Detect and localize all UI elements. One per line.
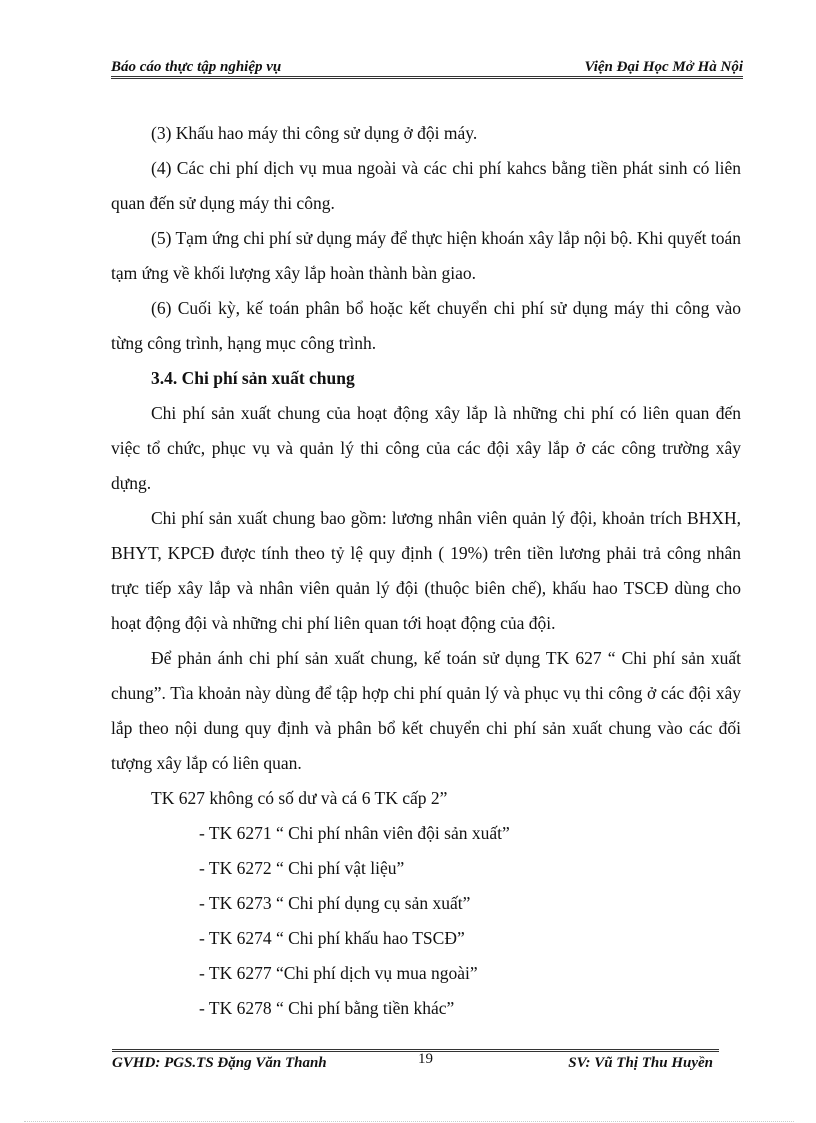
list-item-tk-6274: - TK 6274 “ Chi phí khấu hao TSCĐ”: [199, 928, 465, 948]
section-heading-3-4: 3.4. Chi phí sản xuất chung: [151, 368, 355, 388]
list-item-tk-6278: - TK 6278 “ Chi phí bằng tiền khác”: [199, 998, 455, 1018]
paragraph-item-3: (3) Khấu hao máy thi công sử dụng ở đội máy.: [151, 123, 478, 143]
header-report-title: Báo cáo thực tập nghiệp vụ: [111, 59, 282, 75]
paragraph-item-5: (5) Tạm ứng chi phí sử dụng máy để thực hiện khoán xây lắp nội bộ. Khi quyết toán tạm ứng về khối lượng xây lắp hoàn thành bàn giao.: [111, 228, 741, 283]
list-item-tk-6272: - TK 6272 “ Chi phí vật liệu”: [199, 858, 405, 878]
footer-divider: [112, 1049, 719, 1052]
header-divider: [111, 76, 743, 79]
list-item-tk-6273: - TK 6273 “ Chi phí dụng cụ sản xuất”: [199, 893, 471, 913]
paragraph-definition: Chi phí sản xuất chung của hoạt động xây lắp là những chi phí có liên quan đến việc tổ chức, phục vụ và quản lý thi công của các đội xây lắp ở các công trường xây dựng.: [111, 403, 741, 493]
footer-supervisor: GVHD: PGS.TS Đặng Văn Thanh: [112, 1055, 327, 1071]
footer-student: SV: Vũ Thị Thu Huyền: [568, 1055, 713, 1071]
header-institution: Viện Đại Học Mở Hà Nội: [584, 59, 743, 75]
list-item-tk-6277: - TK 6277 “Chi phí dịch vụ mua ngoài”: [199, 963, 478, 983]
paragraph-item-6: (6) Cuối kỳ, kế toán phân bổ hoặc kết chuyển chi phí sử dụng máy thi công vào từng công trình, hạng mục công trình.: [111, 298, 741, 353]
paragraph-account-627: Để phản ánh chi phí sản xuất chung, kế toán sử dụng TK 627 “ Chi phí sản xuất chung”. Tìa khoản này dùng để tập hợp chi phí quản lý và phục vụ thi công ở các đội xây lắp theo nội dung quy định và phân bổ kết chuyển chi phí sản xuất chung vào các đối tượng xây lắp có liên quan.: [111, 648, 741, 773]
document-body: [111, 116, 741, 1026]
page-edge-dotted-line: [24, 1121, 794, 1122]
page-number: 19: [418, 1051, 433, 1067]
list-item-tk-6271: - TK 6271 “ Chi phí nhân viên đội sản xuất”: [199, 823, 510, 843]
paragraph-sub-accounts-intro: TK 627 không có số dư và cá 6 TK cấp 2”: [151, 788, 448, 808]
page-header: [111, 54, 743, 76]
paragraph-item-4: (4) Các chi phí dịch vụ mua ngoài và các chi phí kahcs bằng tiền phát sinh có liên quan đến sử dụng máy thi công.: [111, 158, 741, 213]
page-footer: [112, 1053, 719, 1075]
paragraph-components: Chi phí sản xuất chung bao gồm: lương nhân viên quản lý đội, khoản trích BHXH, BHYT, KPCĐ được tính theo tỷ lệ quy định ( 19%) trên tiền lương phải trả công nhân trực tiếp xây lắp và nhân viên quản lý đội (thuộc biên chế), khấu hao TSCĐ dùng cho hoạt động đội và những chi phí liên quan tới hoạt động của đội.: [111, 508, 741, 633]
